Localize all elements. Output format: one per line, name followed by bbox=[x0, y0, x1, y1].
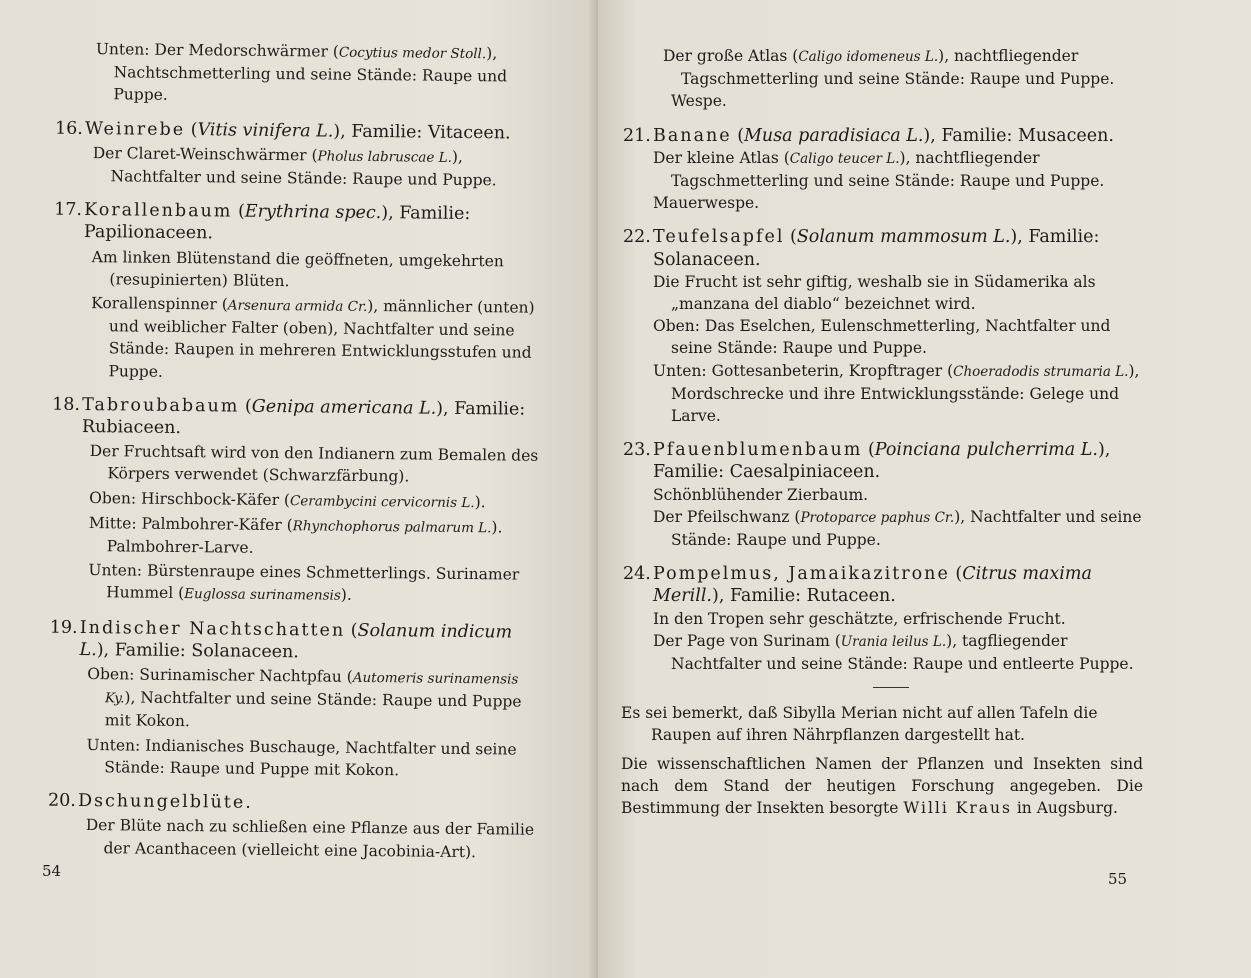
entry-heading: Weinrebe (Vitis vinifera L.), Familie: Vitaceen. bbox=[84, 118, 511, 144]
right-text-column bbox=[621, 45, 1143, 825]
entry-line: In den Tropen sehr geschätzte, erfrischende Frucht. bbox=[653, 609, 1066, 628]
entry-number: 24. bbox=[623, 564, 651, 585]
entry-24 bbox=[623, 563, 1143, 675]
entry-line: Oben: Surinamischer Nachtpfau (Automeris surinamensis Ky.), Nachtfalter und seine Stände: Raupe und Puppe mit Kokon. bbox=[87, 665, 522, 731]
entry-line: Unten: Indianisches Buschauge, Nachtfalter und seine Stände: Raupe und Puppe mit Kokon. bbox=[86, 735, 517, 780]
entry-number: 22. bbox=[623, 227, 651, 248]
entry-23 bbox=[623, 439, 1143, 551]
entry-number: 17. bbox=[54, 199, 83, 221]
section-divider bbox=[873, 687, 909, 688]
entry-22 bbox=[623, 226, 1143, 427]
right-page bbox=[598, 0, 1251, 978]
entry-number: 23. bbox=[623, 440, 651, 461]
page-number-right: 55 bbox=[1108, 870, 1128, 888]
entry-line: Mitte: Palmbohrer-Käfer (Rhynchophorus palmarum L.). Palmbohrer-Larve. bbox=[88, 513, 503, 557]
entry-line: Der kleine Atlas (Caligo teucer L.), nachtfliegender Tagschmetterling und seine Stände: Raupe und Puppe. bbox=[653, 148, 1105, 191]
right-intro-paragraph: Der große Atlas (Caligo idomeneus L.), nachtfliegender Tagschmetterling und seine Stände: Raupe und Puppe. Wespe. bbox=[663, 47, 1115, 111]
entry-number: 21. bbox=[623, 125, 651, 146]
entry-number: 19. bbox=[49, 617, 78, 638]
entry-line: Unten: Gottesanbeterin, Kropftrager (Choeradodis strumaria L.), Mordschrecke und ihre Entwicklungsstände: Gelege und Larve. bbox=[653, 361, 1140, 426]
entry-number: 18. bbox=[52, 394, 81, 415]
entry-21 bbox=[623, 125, 1143, 215]
entry-heading: Dschungelblüte. bbox=[77, 791, 253, 813]
entry-heading: Indischer Nachtschatten (Solanum indicum L.), Familie: Solanaceen. bbox=[79, 617, 513, 663]
entry-line: Unten: Bürstenraupe eines Schmetterlings. Surinamer Hummel (Euglossa surinamensis). bbox=[88, 561, 520, 605]
entry-line: Oben: Hirschbock-Käfer (Cerambycini cervicornis L.). bbox=[89, 488, 486, 511]
entry-line: Der Fruchtsaft wird von den Indianern zum Bemalen des Körpers verwendet (Schwarzfärbung). bbox=[89, 442, 539, 486]
page-number-left: 54 bbox=[42, 862, 62, 880]
entry-line: Mauerwespe. bbox=[653, 194, 760, 213]
entry-number: 16. bbox=[54, 118, 83, 139]
left-page bbox=[0, 0, 598, 978]
entry-heading: Pompelmus, Jamaikazitrone (Citrus maxima Merill.), Familie: Rutaceen. bbox=[653, 564, 1092, 607]
note-paragraph: Es sei bemerkt, daß Sibylla Merian nicht auf allen Tafeln die Raupen auf ihren Nährpflanzen dargestellt hat. bbox=[621, 704, 1098, 745]
entry-heading: Teufelsapfel (Solanum mammosum L.), Familie: Solanaceen. bbox=[653, 227, 1100, 270]
entry-line: Der Page von Surinam (Urania leilus L.), tagfliegender Nachtfalter und seine Stände: Raupe und entleerte Puppe. bbox=[653, 631, 1134, 674]
entry-line: Der Claret-Weinschwärmer (Pholus labruscae L.), Nachtfalter und seine Stände: Raupe und Puppe. bbox=[92, 143, 497, 190]
entry-number: 20. bbox=[47, 790, 76, 812]
entry-17 bbox=[54, 199, 544, 386]
entry-line: Oben: Das Eselchen, Eulenschmetterling, Nachtfalter und seine Stände: Raupe und Puppe. bbox=[653, 317, 1111, 358]
left-intro-paragraph: Unten: Der Medorschwärmer (Cocytius medor Stoll.), Nachtschmetterling und seine Stände: Raupe und Puppe. bbox=[95, 40, 508, 105]
entry-heading: Korallenbaum (Erythrina spec.), Familie: Papilionaceen. bbox=[83, 200, 471, 244]
entry-16 bbox=[54, 118, 545, 192]
entry-heading: Banane (Musa paradisiaca L.), Familie: Musaceen. bbox=[653, 125, 1114, 146]
entry-19 bbox=[49, 617, 540, 783]
entry-line: Die Frucht ist sehr giftig, weshalb sie in Südamerika als „manzana del diablo“ bezeichnet wird. bbox=[653, 272, 1096, 314]
entry-line: Der Blüte nach zu schließen eine Pflanze aus der Familie der Acanthaceen (vielleicht eine Jacobinia-Art). bbox=[85, 816, 535, 861]
entry-heading: Tabroubabaum (Genipa americana L.), Familie: Rubiaceen. bbox=[81, 394, 526, 439]
closing-notes bbox=[621, 702, 1143, 819]
entry-line: Korallenspinner (Arsenura armida Cr.), männlicher (unten) und weiblicher Falter (oben), Nachtfalter und seine Stände: Raupen in mehreren Entwicklungsstufen und Puppe. bbox=[91, 294, 535, 381]
entry-18 bbox=[52, 394, 542, 610]
entry-line: Der Pfeilschwanz (Protoparce paphus Cr.), Nachtfalter und seine Stände: Raupe und Puppe. bbox=[653, 507, 1142, 550]
entry-line: Schönblühender Zierbaum. bbox=[653, 485, 869, 504]
entry-heading: Pfauenblumenbaum (Poinciana pulcherrima L.), Familie: Caesalpiniaceen. bbox=[653, 440, 1111, 483]
entry-line: Am linken Blütenstand die geöffneten, umgekehrten (resupinierten) Blüten. bbox=[91, 247, 504, 290]
note-paragraph: Die wissenschaftlichen Namen der Pflanzen und Insekten sind nach dem Stand der heutigen Forschung angegeben. Die Bestimmung der Insekten besorgte Willi Kraus in Augsburg. bbox=[621, 754, 1143, 818]
entry-20 bbox=[47, 790, 538, 863]
